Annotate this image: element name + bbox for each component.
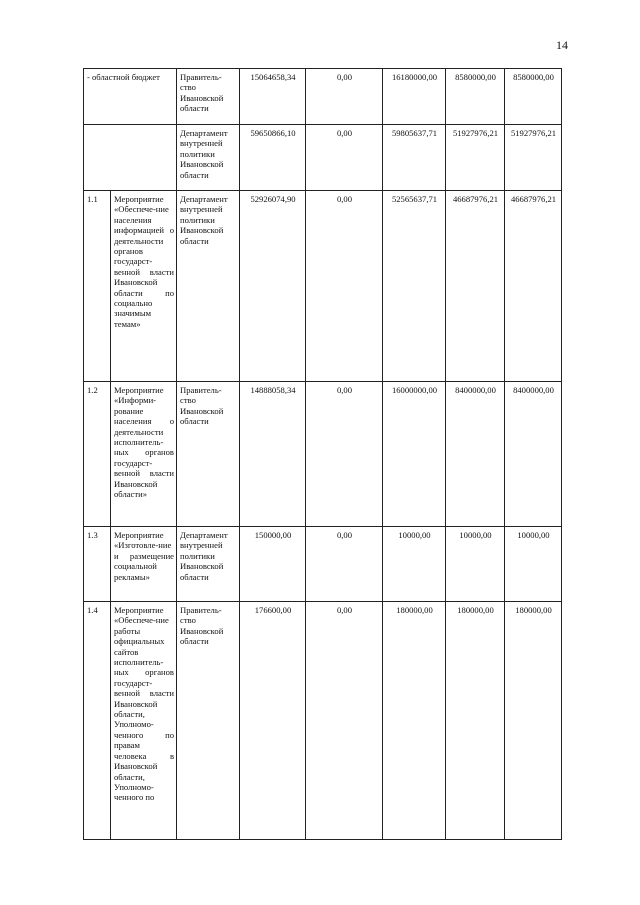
budget-table <box>83 68 562 840</box>
row-description: Мероприятие «Изготовле-ние и размещение социальной рекламы» <box>111 527 177 602</box>
executor-cell: Правитель- ство Ивановской области <box>177 382 240 527</box>
value-cell: 14888058,34 <box>240 382 306 527</box>
row-label <box>84 125 177 191</box>
value-cell: 59650866,10 <box>240 125 306 191</box>
value-cell: 16000000,00 <box>383 382 446 527</box>
table-row <box>84 382 562 527</box>
table-row <box>84 69 562 125</box>
value-cell: 176600,00 <box>240 602 306 840</box>
value-cell: 0,00 <box>306 69 383 125</box>
page-number: 14 <box>556 38 568 52</box>
value-cell: 46687976,21 <box>446 191 505 382</box>
value-cell: 180000,00 <box>383 602 446 840</box>
value-cell: 0,00 <box>306 191 383 382</box>
row-index: 1.3 <box>84 527 111 602</box>
executor-cell: Департамент внутренней политики Ивановской области <box>177 125 240 191</box>
value-cell: 10000,00 <box>446 527 505 602</box>
value-cell: 0,00 <box>306 527 383 602</box>
row-index: 1.1 <box>84 191 111 382</box>
executor-cell: Правитель- ство Ивановской области <box>177 602 240 840</box>
value-cell: 52926074,90 <box>240 191 306 382</box>
row-description: Мероприятие «Информи-рование населения о деятельности исполнитель-ных органов государст-венной власти Ивановской области» <box>111 382 177 527</box>
row-label: - областной бюджет <box>84 69 177 125</box>
row-description: Мероприятие «Обеспече-ние работы официальных сайтов исполнитель-ных органов государст-венной власти Ивановской области, Уполномо-ченного по правам человека в Ивановской области, Уполномо-ченного по <box>111 602 177 840</box>
executor-cell: Департамент внутренней политики Ивановской области <box>177 527 240 602</box>
row-index: 1.2 <box>84 382 111 527</box>
value-cell: 52565637,71 <box>383 191 446 382</box>
value-cell: 0,00 <box>306 125 383 191</box>
table-row <box>84 602 562 840</box>
table-row <box>84 527 562 602</box>
executor-cell: Правитель- ство Ивановской области <box>177 69 240 125</box>
value-cell: 8580000,00 <box>446 69 505 125</box>
row-description: Мероприятие «Обеспече-ние населения информацией о деятельности органов государст-венной власти Ивановской области по социально значимым темам» <box>111 191 177 382</box>
value-cell: 59805637,71 <box>383 125 446 191</box>
value-cell: 8400000,00 <box>446 382 505 527</box>
value-cell: 180000,00 <box>505 602 562 840</box>
value-cell: 46687976,21 <box>505 191 562 382</box>
value-cell: 10000,00 <box>505 527 562 602</box>
value-cell: 51927976,21 <box>446 125 505 191</box>
value-cell: 8400000,00 <box>505 382 562 527</box>
value-cell: 51927976,21 <box>505 125 562 191</box>
value-cell: 15064658,34 <box>240 69 306 125</box>
value-cell: 8580000,00 <box>505 69 562 125</box>
table-row <box>84 191 562 382</box>
value-cell: 150000,00 <box>240 527 306 602</box>
value-cell: 180000,00 <box>446 602 505 840</box>
value-cell: 0,00 <box>306 382 383 527</box>
value-cell: 16180000,00 <box>383 69 446 125</box>
value-cell: 10000,00 <box>383 527 446 602</box>
row-index: 1.4 <box>84 602 111 840</box>
value-cell: 0,00 <box>306 602 383 840</box>
table-row <box>84 125 562 191</box>
executor-cell: Департамент внутренней политики Ивановской области <box>177 191 240 382</box>
